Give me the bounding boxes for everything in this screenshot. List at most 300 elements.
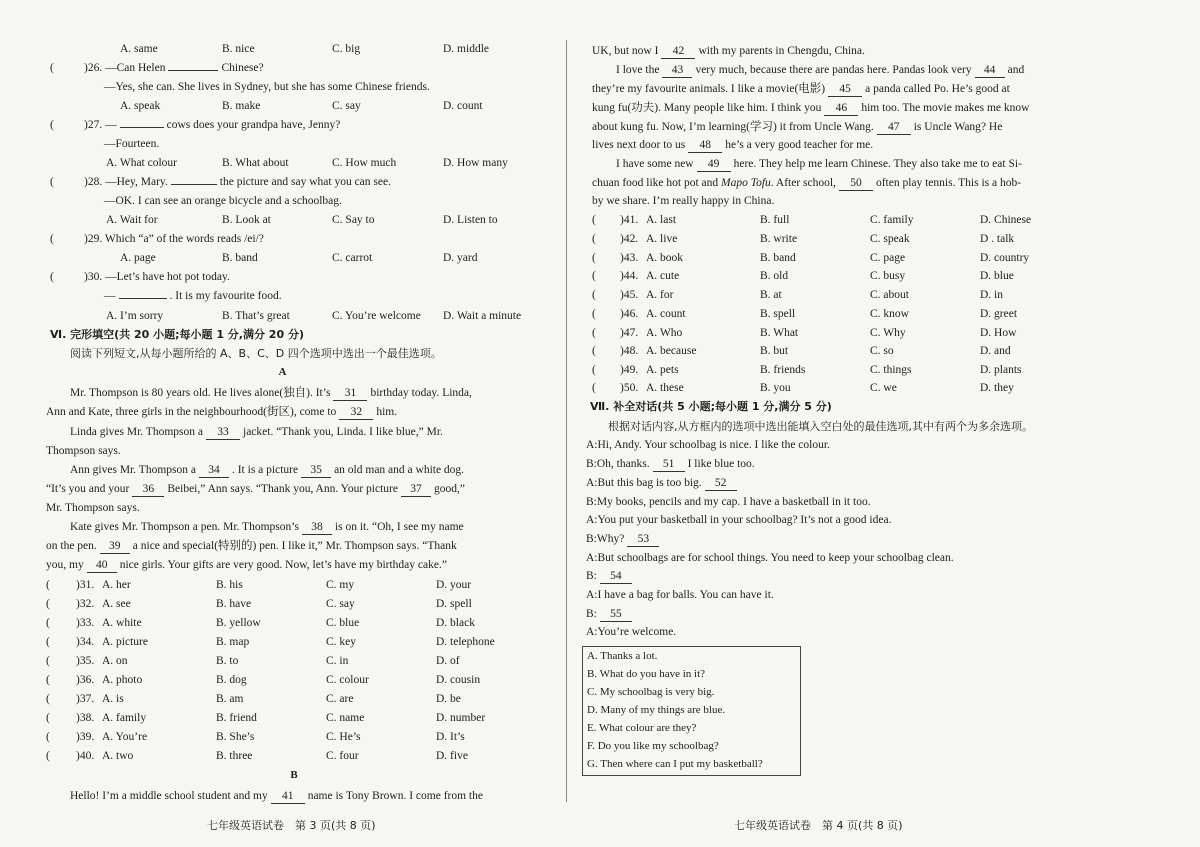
blank[interactable]: 47 xyxy=(877,120,911,135)
option: A. What colour xyxy=(106,157,178,169)
dialogue-line xyxy=(586,456,755,472)
passage-line xyxy=(70,385,472,401)
cloze-item xyxy=(572,325,1200,344)
blank[interactable] xyxy=(120,127,164,128)
option: C. He’s xyxy=(326,731,361,743)
answer-paren: ( xyxy=(592,233,596,245)
option: C. big xyxy=(332,43,361,55)
answer-paren: ( xyxy=(592,364,596,376)
text: a panda called Po. He’s good at xyxy=(865,83,1010,95)
blank[interactable]: 34 xyxy=(199,463,229,478)
option: C. Say to xyxy=(332,214,375,226)
option: D. middle xyxy=(443,43,489,55)
cloze-item xyxy=(0,691,565,710)
option: A. Who xyxy=(646,327,683,339)
box-option: A. Thanks a lot. xyxy=(587,650,658,662)
cloze-item xyxy=(572,380,1200,399)
blank[interactable]: 33 xyxy=(206,425,240,440)
text: Kate gives Mr. Thompson a pen. Mr. Thompson’s xyxy=(70,521,299,533)
passage-label: A xyxy=(278,366,287,378)
text: B: xyxy=(586,608,597,620)
text: Hello! I’m a middle school student and my xyxy=(70,790,268,802)
reply-text: . It is my favourite food. xyxy=(169,290,282,302)
option: B. three xyxy=(216,750,253,762)
blank[interactable]: 55 xyxy=(600,607,632,622)
option: B. have xyxy=(216,598,252,610)
text: birthday today. Linda, xyxy=(370,387,472,399)
dialogue-line: A:But schoolbags are for school things. You need to keep your schoolbag clean. xyxy=(586,552,954,564)
text: “It’s you and your xyxy=(46,483,130,495)
cloze-item xyxy=(572,362,1200,381)
option: B. What about xyxy=(222,157,289,169)
passage-line xyxy=(46,538,457,554)
option: D. black xyxy=(436,617,475,629)
option: D. of xyxy=(436,655,460,667)
text: I like blue too. xyxy=(687,458,755,470)
text: Beibei,” Ann says. “Thank you, Ann. Your picture xyxy=(167,483,398,495)
option: A. live xyxy=(646,233,678,245)
option: D. and xyxy=(980,345,1011,357)
question-number: )49. xyxy=(620,364,639,376)
section-heading: Ⅶ. 补全对话(共 5 小题;每小题 1 分,满分 5 分) xyxy=(590,400,832,413)
question-number: )34. xyxy=(76,636,95,648)
blank[interactable]: 35 xyxy=(301,463,331,478)
answer-paren: ( xyxy=(592,270,596,282)
text: I love the xyxy=(616,64,660,76)
answer-paren: ( xyxy=(46,693,50,705)
text: kung fu(功夫). Many people like him. I think you xyxy=(592,102,822,114)
cloze-item xyxy=(0,577,565,596)
blank[interactable]: 37 xyxy=(401,482,431,497)
option: C. my xyxy=(326,579,355,591)
text: nice girls. Your gifts are very good. Now, let’s have my birthday cake.” xyxy=(119,559,447,571)
option: C. in xyxy=(326,655,349,667)
passage-line xyxy=(616,156,1022,172)
option: C. You’re welcome xyxy=(332,310,421,322)
option: C. colour xyxy=(326,674,369,686)
dialogue-line xyxy=(586,606,635,622)
option: C. speak xyxy=(870,233,910,245)
option: A. I’m sorry xyxy=(106,310,164,322)
option: D. they xyxy=(980,382,1014,394)
option: A. two xyxy=(102,750,134,762)
blank[interactable]: 45 xyxy=(828,82,862,97)
option: D. plants xyxy=(980,364,1022,376)
option: C. say xyxy=(332,100,361,112)
passage-line: Thompson says. xyxy=(46,445,121,457)
page-divider xyxy=(566,40,567,802)
option: B. make xyxy=(222,100,261,112)
cloze-item xyxy=(0,748,565,767)
question-number: )39. xyxy=(76,731,95,743)
question-27 xyxy=(84,117,340,133)
text: Linda gives Mr. Thompson a xyxy=(70,426,203,438)
option: B. spell xyxy=(760,308,796,320)
reply: —Fourteen. xyxy=(104,138,160,150)
option: C. page xyxy=(870,252,906,264)
answer-paren: ( xyxy=(592,289,596,301)
option: C. say xyxy=(326,598,355,610)
question-number: )40. xyxy=(76,750,95,762)
option: C. Why xyxy=(870,327,906,339)
option: B. you xyxy=(760,382,791,394)
text: very much, because there are pandas here. Pandas look very xyxy=(695,64,972,76)
option: C. carrot xyxy=(332,252,373,264)
blank[interactable]: 44 xyxy=(975,63,1005,78)
question-number: )31. xyxy=(76,579,95,591)
answer-paren: ( xyxy=(46,617,50,629)
option: B. That’s great xyxy=(222,310,290,322)
text: B:Why? xyxy=(586,533,625,545)
box-option: D. Many of my things are blue. xyxy=(587,704,726,716)
text: with my parents in Chengdu, China. xyxy=(698,45,865,57)
option: C. about xyxy=(870,289,909,301)
blank[interactable]: 53 xyxy=(627,532,659,547)
right-page xyxy=(572,0,1200,847)
option: B. am xyxy=(216,693,244,705)
question-number: )46. xyxy=(620,308,639,320)
answer-paren: ( xyxy=(50,233,54,245)
option: D. It’s xyxy=(436,731,465,743)
option: A. family xyxy=(102,712,147,724)
question-stem: cows does your grandpa have, Jenny? xyxy=(166,119,341,131)
question-stem: —Hey, Mary. xyxy=(105,176,168,188)
question-26 xyxy=(84,60,264,76)
option: B. yellow xyxy=(216,617,261,629)
blank[interactable]: 46 xyxy=(824,101,858,116)
cloze-item xyxy=(572,343,1200,362)
answer-paren: ( xyxy=(46,655,50,667)
text: lives next door to us xyxy=(592,139,686,151)
blank[interactable]: 32 xyxy=(339,405,373,420)
option: C. family xyxy=(870,214,914,226)
left-page xyxy=(0,0,565,847)
passage-line xyxy=(592,137,873,153)
answer-paren: ( xyxy=(46,712,50,724)
answer-paren: ( xyxy=(50,62,54,74)
option: A. her xyxy=(102,579,131,591)
text: UK, but now I xyxy=(592,45,659,57)
text: they’re my favourite animals. I like a movie(电影) xyxy=(592,83,826,95)
answer-paren: ( xyxy=(50,176,54,188)
question-number: )44. xyxy=(620,270,639,282)
text: often play tennis. This is a hob- xyxy=(875,177,1022,189)
option: B. to xyxy=(216,655,239,667)
passage-line xyxy=(46,404,397,420)
blank[interactable]: 43 xyxy=(662,63,692,78)
question-number: )35. xyxy=(76,655,95,667)
question-number: )36. xyxy=(76,674,95,686)
option: A. count xyxy=(646,308,686,320)
question-stem: — xyxy=(105,119,117,131)
cloze-item xyxy=(572,268,1200,287)
reply: —Yes, she can. She lives in Sydney, but she has some Chinese friends. xyxy=(104,81,430,93)
option: B. band xyxy=(222,252,258,264)
passage-line xyxy=(46,481,465,497)
blank[interactable]: 31 xyxy=(333,386,367,401)
question-number: )27. xyxy=(84,119,103,131)
dialogue-line xyxy=(586,531,662,547)
option: D. Wait a minute xyxy=(443,310,522,322)
text: an old man and a white dog. xyxy=(334,464,465,476)
option: A. last xyxy=(646,214,677,226)
option: D. How xyxy=(980,327,1017,339)
option: D. spell xyxy=(436,598,472,610)
option: B. map xyxy=(216,636,250,648)
text: good,” xyxy=(433,483,465,495)
text: I have some new xyxy=(616,158,694,170)
blank[interactable] xyxy=(119,298,167,299)
option: D. cousin xyxy=(436,674,481,686)
blank[interactable]: 54 xyxy=(600,569,632,584)
cloze-item xyxy=(0,672,565,691)
blank[interactable] xyxy=(168,70,218,71)
text: Ann gives Mr. Thompson a xyxy=(70,464,196,476)
question-stem: the picture and say what you can see. xyxy=(219,176,391,188)
box-option: F. Do you like my schoolbag? xyxy=(587,740,719,752)
passage-line xyxy=(592,119,1002,135)
option: A. is xyxy=(102,693,124,705)
answer-paren: ( xyxy=(592,327,596,339)
dialogue-line xyxy=(586,568,635,584)
passage-line xyxy=(46,557,447,573)
option: B. his xyxy=(216,579,243,591)
option: D. Chinese xyxy=(980,214,1032,226)
cloze-item xyxy=(0,596,565,615)
text: chuan food like hot pot and xyxy=(592,177,719,189)
cloze-item xyxy=(0,634,565,653)
cloze-item xyxy=(572,231,1200,250)
cloze-item xyxy=(0,729,565,748)
option: A. Wait for xyxy=(106,214,158,226)
cloze-item xyxy=(0,615,565,634)
dialogue-line: A:Hi, Andy. Your schoolbag is nice. I like the colour. xyxy=(586,439,830,451)
dialogue-line: A:I have a bag for balls. You can have it. xyxy=(586,589,774,601)
question-number: )29. xyxy=(84,233,103,245)
blank[interactable]: 38 xyxy=(302,520,332,535)
text: about kung fu. Now, I’m learning(学习) it from Uncle Wang. xyxy=(592,121,874,133)
option: A. speak xyxy=(120,100,161,112)
blank[interactable]: 41 xyxy=(271,789,305,804)
option: B. friend xyxy=(216,712,257,724)
text: is Uncle Wang? He xyxy=(913,121,1003,133)
section-instructions: 阅读下列短文,从每小题所给的 A、B、C、D 四个选项中选出一个最佳选项。 xyxy=(70,347,442,360)
question-29 xyxy=(84,231,264,247)
blank[interactable]: 36 xyxy=(132,482,164,497)
text: him too. The movie makes me know xyxy=(861,102,1030,114)
option: A. white xyxy=(102,617,142,629)
text: A:But this bag is too big. xyxy=(586,477,702,489)
option: D. telephone xyxy=(436,636,495,648)
option: B. She’s xyxy=(216,731,255,743)
answer-paren: ( xyxy=(46,674,50,686)
text: he’s a very good teacher for me. xyxy=(725,139,874,151)
option: A. pets xyxy=(646,364,679,376)
text: B: xyxy=(586,570,597,582)
cloze-item xyxy=(572,287,1200,306)
option: B. write xyxy=(760,233,798,245)
question-number: )45. xyxy=(620,289,639,301)
passage-label: B xyxy=(290,769,298,781)
answer-paren: ( xyxy=(46,750,50,762)
answer-paren: ( xyxy=(592,345,596,357)
reply xyxy=(104,288,282,304)
text: . After school, xyxy=(770,177,836,189)
option: A. for xyxy=(646,289,674,301)
options-box xyxy=(582,646,801,776)
option: A. because xyxy=(646,345,697,357)
cloze-item xyxy=(572,306,1200,325)
question-number: )38. xyxy=(76,712,95,724)
page-footer: 七年级英语试卷 第 4 页(共 8 页) xyxy=(734,819,903,832)
question-28 xyxy=(84,174,391,190)
option: A. photo xyxy=(102,674,143,686)
option: B. friends xyxy=(760,364,806,376)
text: name is Tony Brown. I come from the xyxy=(307,790,483,802)
answer-paren: ( xyxy=(46,579,50,591)
box-option: C. My schoolbag is very big. xyxy=(587,686,715,698)
answer-paren: ( xyxy=(592,252,596,264)
option: B. old xyxy=(760,270,789,282)
question-stem: Which “a” of the words reads /ei/? xyxy=(104,233,264,245)
dialogue-line: A:You’re welcome. xyxy=(586,626,677,638)
text: Ann and Kate, three girls in the neighbourhood(街区), come to xyxy=(46,406,337,418)
option: C. so xyxy=(870,345,894,357)
option: A. see xyxy=(102,598,131,610)
option: B. at xyxy=(760,289,782,301)
passage-line xyxy=(592,175,1021,191)
option: D. greet xyxy=(980,308,1018,320)
blank[interactable]: 40 xyxy=(87,558,117,573)
dialogue-line xyxy=(586,475,740,491)
passage-line xyxy=(70,462,464,478)
blank[interactable]: 48 xyxy=(688,138,722,153)
page-footer: 七年级英语试卷 第 3 页(共 8 页) xyxy=(207,819,376,832)
question-number: )30. xyxy=(84,271,103,283)
question-number: )32. xyxy=(76,598,95,610)
cloze-item xyxy=(572,212,1200,231)
text: Mapo Tofu xyxy=(721,177,771,189)
option: D. country xyxy=(980,252,1030,264)
option: B. Look at xyxy=(222,214,271,226)
option: A. picture xyxy=(102,636,148,648)
blank[interactable]: 39 xyxy=(100,539,130,554)
text: and xyxy=(1007,64,1025,76)
text: on the pen. xyxy=(46,540,97,552)
option: A. book xyxy=(646,252,684,264)
passage-line xyxy=(616,62,1024,78)
option: D. count xyxy=(443,100,483,112)
option: C. blue xyxy=(326,617,360,629)
section-heading: Ⅵ. 完形填空(共 20 小题;每小题 1 分,满分 20 分) xyxy=(50,328,304,341)
option: C. key xyxy=(326,636,357,648)
question-number: )37. xyxy=(76,693,95,705)
blank[interactable]: 49 xyxy=(697,157,731,172)
option: D. Listen to xyxy=(443,214,498,226)
option: A. page xyxy=(120,252,156,264)
blank[interactable] xyxy=(171,184,217,185)
blank[interactable]: 42 xyxy=(661,44,695,59)
text: a nice and special(特别的) pen. I like it,” Mr. Thompson says. “Thank xyxy=(132,540,457,552)
blank[interactable]: 50 xyxy=(839,176,873,191)
box-option: B. What do you have in it? xyxy=(587,668,706,680)
option: B. full xyxy=(760,214,790,226)
question-number: )50. xyxy=(620,382,639,394)
text: Mr. Thompson is 80 years old. He lives alone(独自). It’s xyxy=(70,387,331,399)
question-number: )42. xyxy=(620,233,639,245)
passage-line: by we share. I’m really happy in China. xyxy=(592,195,775,207)
answer-paren: ( xyxy=(50,271,54,283)
option: B. dog xyxy=(216,674,247,686)
answer-paren: ( xyxy=(46,636,50,648)
question-30 xyxy=(84,269,230,285)
option: C. name xyxy=(326,712,365,724)
box-option: G. Then where can I put my basketball? xyxy=(587,758,763,770)
question-number: )47. xyxy=(620,327,639,339)
box-option: E. What colour are they? xyxy=(587,722,697,734)
question-number: )28. xyxy=(84,176,103,188)
option: D. number xyxy=(436,712,486,724)
question-stem: —Let’s have hot pot today. xyxy=(105,271,230,283)
text: is on it. “Oh, I see my name xyxy=(334,521,464,533)
blank[interactable]: 52 xyxy=(705,476,737,491)
section-instructions: 根据对话内容,从方框内的选项中选出能填入空白处的最佳选项,其中有两个为多余选项。 xyxy=(608,420,1033,433)
text: here. They help me learn Chinese. They also take me to eat Si- xyxy=(733,158,1022,170)
option: D. five xyxy=(436,750,468,762)
text: you, my xyxy=(46,559,84,571)
question-number: )33. xyxy=(76,617,95,629)
passage-line xyxy=(592,100,1029,116)
question-number: )26. xyxy=(84,62,103,74)
text: jacket. “Thank you, Linda. I like blue,” Mr. xyxy=(243,426,443,438)
question-stem: Chinese? xyxy=(221,62,264,74)
answer-paren: ( xyxy=(50,119,54,131)
cloze-item xyxy=(572,250,1200,269)
question-stem: —Can Helen xyxy=(105,62,166,74)
cloze-item xyxy=(0,653,565,672)
option: B. nice xyxy=(222,43,255,55)
question-number: )48. xyxy=(620,345,639,357)
passage-line xyxy=(70,788,483,804)
option: C. know xyxy=(870,308,909,320)
passage-line xyxy=(592,43,865,59)
option: A. cute xyxy=(646,270,680,282)
option: C. busy xyxy=(870,270,906,282)
option: A. same xyxy=(120,43,158,55)
passage-line xyxy=(592,81,1010,97)
option: B. What xyxy=(760,327,799,339)
dialogue-line: B:My books, pencils and my cap. I have a basketball in it too. xyxy=(586,496,871,508)
passage-line xyxy=(70,519,464,535)
text: him. xyxy=(376,406,398,418)
question-number: )43. xyxy=(620,252,639,264)
option: A. on xyxy=(102,655,128,667)
answer-paren: ( xyxy=(46,731,50,743)
option: B. but xyxy=(760,345,789,357)
option: B. band xyxy=(760,252,796,264)
option: C. we xyxy=(870,382,897,394)
reply-text: — xyxy=(104,290,116,302)
answer-paren: ( xyxy=(592,308,596,320)
option: D. your xyxy=(436,579,472,591)
text: . It is a picture xyxy=(231,464,299,476)
blank[interactable]: 51 xyxy=(653,457,685,472)
option: C. How much xyxy=(332,157,397,169)
option: C. four xyxy=(326,750,359,762)
option: A. these xyxy=(646,382,684,394)
dialogue-line: A:You put your basketball in your schoolbag? It’s not a good idea. xyxy=(586,514,892,526)
option: D . talk xyxy=(980,233,1015,245)
